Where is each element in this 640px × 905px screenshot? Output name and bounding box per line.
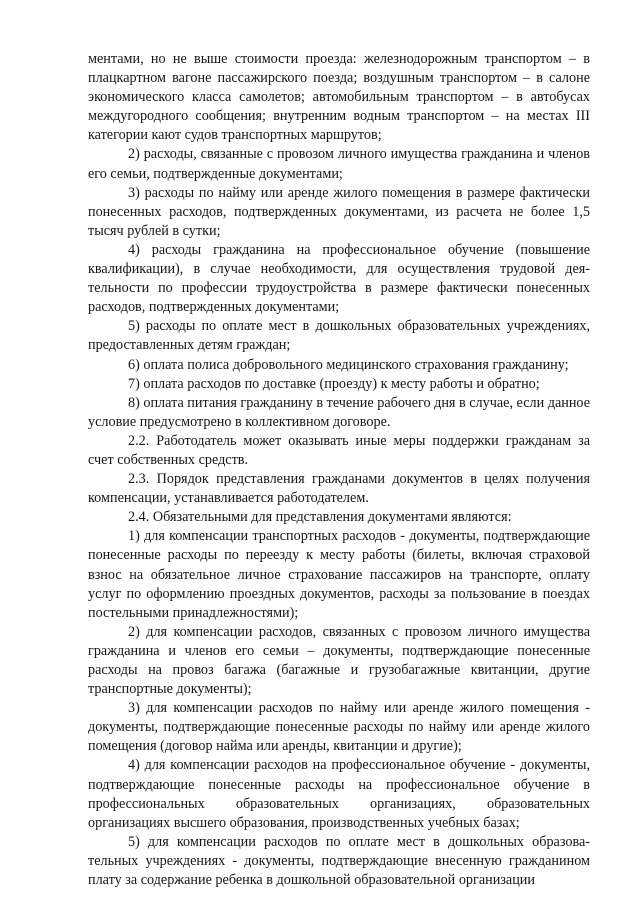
document-body xyxy=(88,50,590,890)
paragraph-2: 2) расходы, связанные с провозом личного имущества гражданина и членов его семьи, подтвержденные документами; xyxy=(88,146,590,182)
scan-margin-mark xyxy=(624,38,627,45)
paragraph-11: 2.4. Обязательными для представления документами являются: xyxy=(128,509,512,526)
paragraph-1: ментами, но не выше стоимости проезда: железнодорожным транспортом – в плацкартном вагоне пассажирского поезда; воздушным транспортом – в салоне экономического класса самолетов; автомобильным транспортом – в автобусах междугородного сообщения; внутренним водным транспортом – на местах III категории кают судов транспортных маршрутов; xyxy=(88,51,590,144)
paragraph-15: 4) для компенсации расходов на профессиональное обучение - документы, подтверждающие понесенные расходы на профессиональное обучение в профессиональных образовательных организациях, образовательных организациях высшего образования, производственных учебных базах; xyxy=(88,757,590,831)
paragraph-10: 2.3. Порядок представления гражданами документов в целях получения компенсации, устанавливается работодателем. xyxy=(88,471,590,507)
paragraph-7: 7) оплата расходов по доставке (проезду) к месту работы и обратно; xyxy=(128,375,540,392)
paragraph-9: 2.2. Работодатель может оказывать иные меры поддержки гражданам за счет собственных средств. xyxy=(88,432,590,468)
paragraph-13: 2) для компенсации расходов, связанных с провозом личного имущества гражданина и членов его семьи – документы, подтверждающие понесенные расходы на провоз багажа (багажные и грузобагажные квитанции, другие транспортные документы); xyxy=(88,623,590,698)
paragraph-12: 1) для компенсации транспортных расходов - документы, подтверждающие понесенные расходы по переезду к месту работы (билеты, включая страховой взнос на обязательное личное страхование пассажиров на транспорте, оплату услуг по оформлению проездных документов, расходы за пользование в поездах постельными принадлежностями); xyxy=(88,528,590,621)
paragraph-8: 8) оплата питания гражданину в течение рабочего дня в случае, если данное условие предусмотрено в коллективном договоре. xyxy=(88,394,590,430)
paragraph-6: 6) оплата полиса добровольного медицинского страхования гражданину; xyxy=(128,356,569,373)
paragraph-14: 3) для компенсации расходов по найму или аренде жилого помещения - документы, подтверждающие понесенные расходы по найму или аренде жилого помещения (договор найма или аренды, квитанции и другие); xyxy=(88,700,590,755)
paragraph-3: 3) расходы по найму или аренде жилого помещения в размере фактически понесенных расходов, подтвержденных документами, из расчета не более 1,5 тысяч рублей в сутки; xyxy=(88,184,590,239)
paragraph-16: 5) для компенсации расходов по оплате мест в дошкольных образовательных учреждениях - документы, подтверждающие внесенную гражданином плату за содержание ребенка в дошкольной образовательной организации xyxy=(88,833,590,889)
paragraph-4: 4) расходы гражданина на профессиональное обучение (повышение квалификации), в случае необходимости, для осуществления трудовой деятельности по профессии трудоустройства в размере фактически понесенных расходов, подтвержденных документами; xyxy=(88,241,590,316)
paragraph-5: 5) расходы по оплате мест в дошкольных образовательных учреждениях, предоставленных детям граждан; xyxy=(88,318,590,354)
